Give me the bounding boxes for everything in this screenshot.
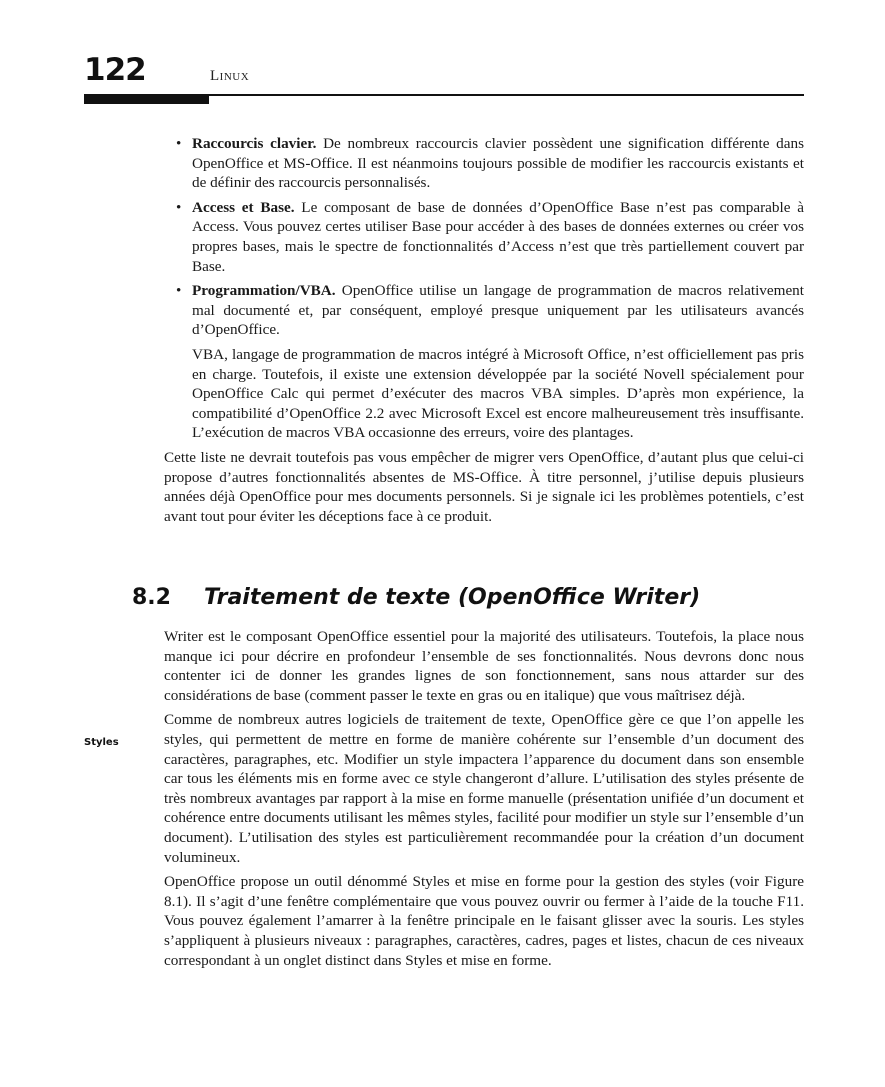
body-text <box>164 134 804 531</box>
paragraph: OpenOffice propose un outil dénommé Styles et mise en forme pour la gestion des styles (voir Figure 8.1). Il s’agit d’une fenêtre complémentaire que vous pouvez ouvrir ou fermer à l’aide de la touche F11. Vous pouvez également l’amarrer à la fenêtre principale en le faisant glisser avec la souris. Les styles s’appliquent à plusieurs niveaux : paragraphes, caractères, cadres, pages et listes, chacun de ces niveaux correspondant à un onglet distinct dans Styles et mise en forme. <box>164 873 804 969</box>
paragraph: Writer est le composant OpenOffice essentiel pour la majorité des utilisateurs. Toutefois, la place nous manque ici pour décrire en profondeur l’ensemble de ses fonctionnalités. Nous devrons donc nous contenter ici de donner les grandes lignes de son fonctionnement, sans nous attarder sur des considérations de base (comment passer le texte en gras ou en italique) que vous maîtrisez déjà. <box>164 628 804 704</box>
section-number: 8.2 <box>132 585 171 610</box>
vba-paragraph: VBA, langage de programmation de macros intégré à Microsoft Office, n’est officiellement pas pris en charge. Toutefois, il existe une extension développée par la société Novell spécialement pour OpenOffice Calc qui permet d’exécuter des macros VBA simples. D’après mon expérience, la compatibilité d’OpenOffice 2.2 avec Microsoft Excel est encore malheureusement très insuffisante. L’exécution de macros VBA occasionne des erreurs, voire des plantages. <box>192 345 804 442</box>
bullet-term: Raccourcis clavier. <box>192 135 317 152</box>
paragraph: Comme de nombreux autres logiciels de traitement de texte, OpenOffice gère ce que l’on appelle les styles, qui permettent de mettre en forme de manière cohérente sur l’ensemble d’un document des caractères, paragraphes, etc. Modifier un style impactera l’apparence du document dans son ensemble car tous les éléments mis en forme avec ce style changeront d’allure. L’utilisation des styles présente de très nombreux avantages par rapport à la mise en forme manuelle (présentation unifiée d’un document et cohérence entre documents utilisant les mêmes styles, facilité pour modifier un style sur l’ensemble d’un document). L’utilisation des styles est particulièrement recommandée pour la création d’un document volumineux. <box>164 711 804 866</box>
bullet-text: OpenOffice utilise un langage de programmation de macros relativement mal documenté et, par conséquent, employé presque uniquement par les utilisateurs avancés d’OpenOffice. <box>192 282 804 339</box>
list-item <box>164 281 804 340</box>
bullet-icon: • <box>176 282 182 300</box>
section-heading <box>132 585 700 610</box>
bullet-icon: • <box>176 135 182 152</box>
header-rule-tab <box>84 94 209 104</box>
bullet-text: De nombreux raccourcis clavier possèdent une signification différente dans OpenOffice et MS-Office. Il est néanmoins toujours possible de modifier les raccourcis existants et de définir des raccourcis personnalisés. <box>192 135 804 192</box>
running-title: Linux <box>210 68 250 84</box>
bullet-term: Programmation/VBA. <box>192 282 336 300</box>
list-item <box>164 198 804 276</box>
bullet-list <box>164 134 804 340</box>
section-title: Traitement de texte (OpenOffice Writer) <box>204 585 701 610</box>
margin-note-styles: Styles <box>84 737 119 748</box>
bullet-icon: • <box>176 198 182 216</box>
list-item <box>164 134 804 193</box>
bullet-text: Le composant de base de données d’OpenOffice Base n’est pas comparable à Access. Vous pouvez certes utiliser Base pour accéder à des bases de données externes ou créer vos propres bases, mais le spectre de fonctionnalités d’Access n’est que très partiellement couvert par Base. <box>192 198 804 275</box>
section-body <box>164 627 804 975</box>
page-number: 122 <box>84 52 146 88</box>
bullet-term: Access et Base. <box>192 198 295 216</box>
closing-paragraph: Cette liste ne devrait toutefois pas vous empêcher de migrer vers OpenOffice, d’autant plus que celui-ci propose d’autres fonctionnalités absentes de MS-Office. À titre personnel, j’utilise depuis plusieurs années déjà OpenOffice pour mes documents personnels. Si je signale ici les problèmes potentiels, c’est avant tout pour éviter les déceptions face à ce produit. <box>164 448 804 525</box>
